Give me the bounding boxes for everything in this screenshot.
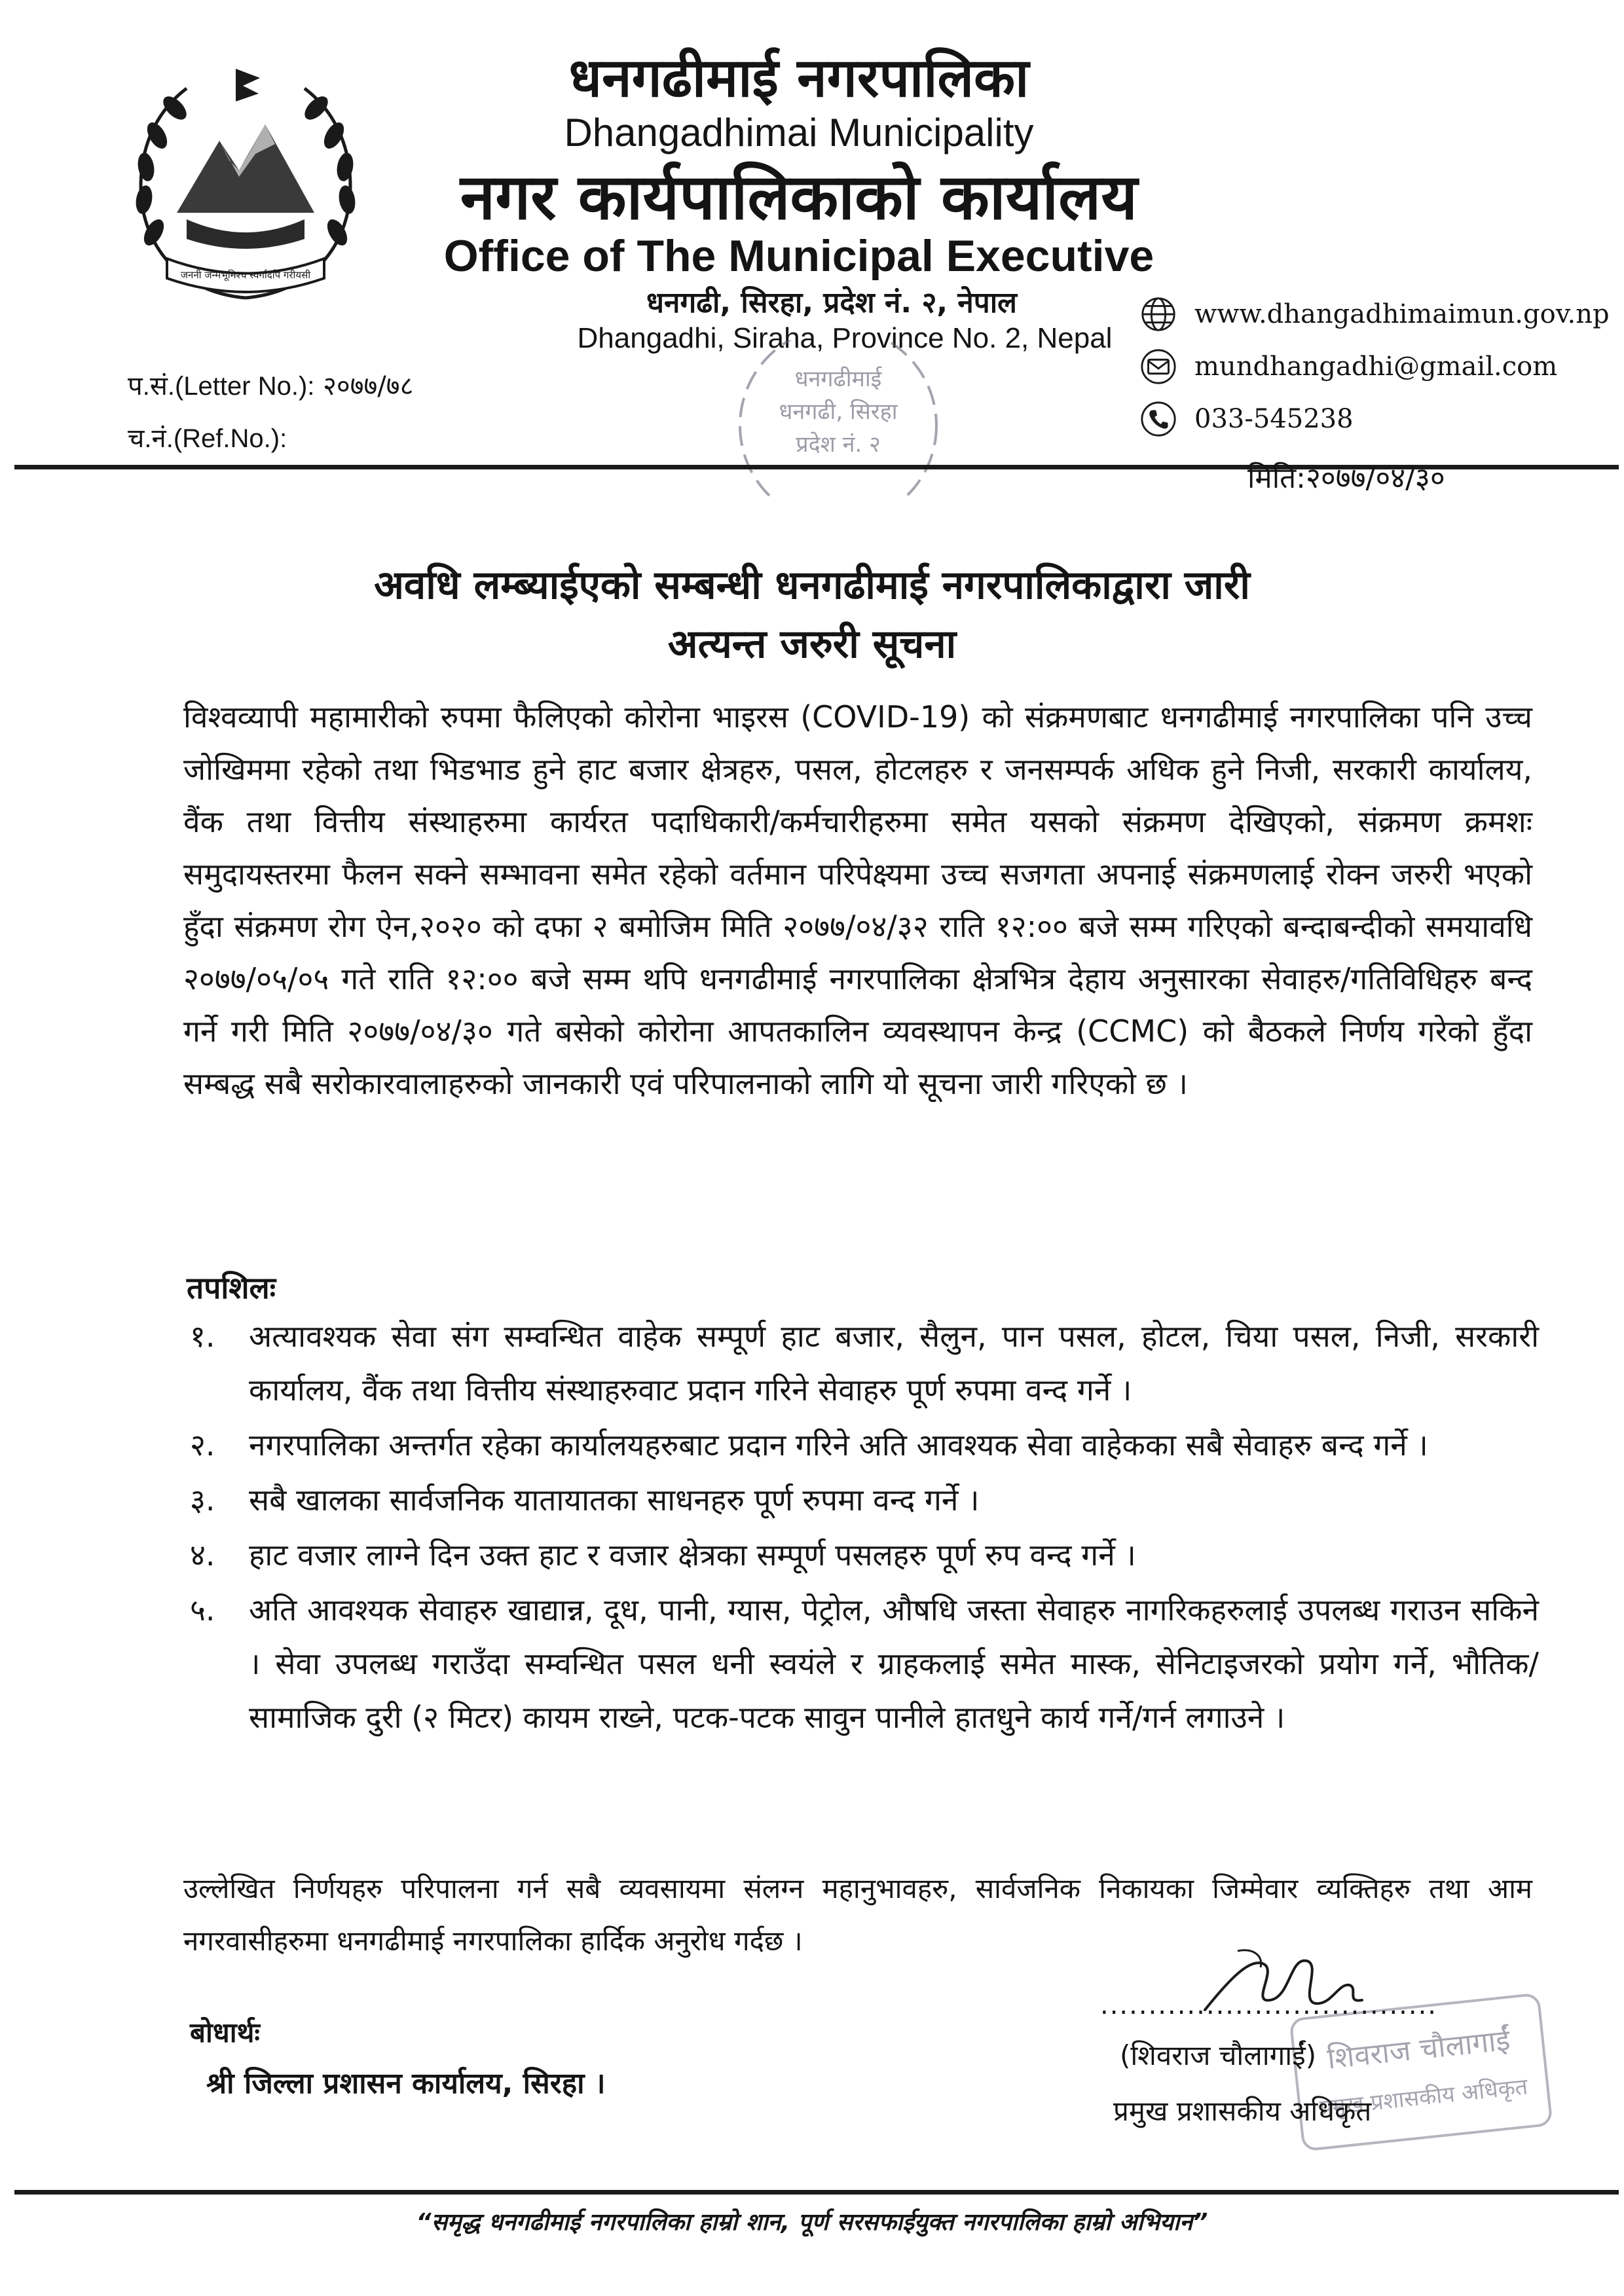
phone-text: 033-545238	[1194, 404, 1354, 434]
notice-title: अवधि लम्ब्याईएको सम्बन्धी धनगढीमाई नगरपालिकाद्वारा जारी	[374, 562, 1250, 608]
stamp-line-3: प्रदेश नं. २	[796, 431, 881, 458]
footer-slogan: “समृद्ध धनगढीमाई नगरपालिका हाम्रो शान, पूर्ण सरसफाईयुक्त नगरपालिका हाम्रो अभियान”	[416, 2209, 1208, 2236]
signature-line: ...................................	[1100, 1990, 1438, 2020]
address-ne: धनगढी, सिरहा, प्रदेश नं. २, नेपाल	[646, 286, 1018, 319]
signer-name: (शिवराज चौलागाईं)	[1120, 2039, 1317, 2071]
org-name-ne: धनगढीमाई नगरपालिका	[568, 47, 1029, 109]
cc-recipient: श्री जिल्ला प्रशासन कार्यालय, सिरहा ।	[206, 2067, 606, 2100]
emblem-motto: जननी जन्मभूमिश्च स्वर्गादपि गरीयसी	[180, 269, 311, 281]
office-name-en: Office of The Municipal Executive	[443, 231, 1154, 281]
contact-list	[1139, 288, 1610, 445]
org-name-en: Dhangadhimai Municipality	[564, 111, 1034, 155]
signer-title: प्रमुख प्रशासकीय अधिकृत	[1113, 2095, 1372, 2127]
office-stamp	[668, 340, 1008, 498]
globe-icon	[1139, 295, 1177, 333]
contact-website[interactable]	[1139, 288, 1610, 340]
letter-number-value: २०७७/७८	[323, 371, 414, 401]
footer-divider	[14, 2190, 1619, 2195]
list-item	[190, 1473, 1539, 1527]
list-item	[190, 1583, 1539, 1744]
list-item	[190, 1309, 1539, 1417]
list-item-number: ५.	[190, 1592, 215, 1628]
stamp-line-2: धनगढी, सिरहा	[779, 399, 898, 425]
letter-number-label: प.सं.(Letter No.):	[128, 372, 315, 401]
address-en: Dhangadhi, Siraha, Province No. 2, Nepal	[577, 322, 1113, 354]
list-item-text: नगरपालिका अन्तर्गत रहेका कार्यालयहरुबाट प्रदान गरिने अति आवश्यक सेवा वाहेकका सबै सेवाहरु बन्द गर्ने ।	[249, 1427, 1428, 1463]
contact-email[interactable]	[1139, 340, 1598, 393]
list-item-text: अत्यावश्यक सेवा संग सम्वन्धित वाहेक सम्पूर्ण हाट बजार, सैलुन, पान पसल, होटल, चिया पसल, निजी, सरकारी कार्यालय, वैंक तथा वित्तीय संस्थाहरुवाट प्रदान गरिने सेवाहरु पूर्ण रुपमा वन्द गर्ने ।	[249, 1319, 1539, 1408]
list-item-text: सबै खालका सार्वजनिक यातायातका साधनहरु पूर्ण रुपमा वन्द गर्ने ।	[249, 1482, 980, 1518]
email-text: mundhangadhi@gmail.com	[1194, 352, 1558, 382]
list-item-number: ४.	[190, 1537, 215, 1573]
list-item	[190, 1418, 1539, 1472]
list-item	[190, 1528, 1539, 1582]
notice-body: विश्वव्यापी महामारीको रुपमा फैलिएको कोरोना भाइरस (COVID-19) को संक्रमणबाट धनगढीमाई नगरपालिका पनि उच्च जोखिममा रहेको तथा भिडभाड हुने हाट बजार क्षेत्रहरु, पसल, होटलहरु र जनसम्पर्क अधिक हुने निजी, सरकारी कार्यालय, वैंक तथा वित्तीय संस्थाहरुमा कार्यरत पदाधिकारी/कर्मचारीहरुमा समेत यसको संक्रमण देखिएको, संक्रमण क्रमशः समुदायस्तरमा फैलन सक्ने सम्भावना समेत रहेको वर्तमान परिपेक्ष्यमा उच्च सजगता अपनाई संक्रमणलाई रोक्न जरुरी भएको हुँदा संक्रमण रोग ऐन,२०२० को दफा २ बमोजिम मिति २०७७/०४/३२ राति १२:०० बजे सम्म गरिएको बन्दाबन्दीको समयावधि २०७७/०५/०५ गते राति १२:०० बजे सम्म थपि धनगढीमाई नगरपालिका क्षेत्रभित्र देहाय अनुसारका सेवाहरु/गतिविधिहरु बन्द गर्ने गरी मिति २०७७/०४/३० गते बसेको कोरोना आपतकालिन व्यवस्थापन केन्द्र (CCMC) को बैठकले निर्णय गरेको हुँदा सम्बद्ध सबै सरोकारवालाहरुको जानकारी एवं परिपालनाको लागि यो सूचना जारी गरिएको छ ।	[183, 699, 1532, 1101]
list-item-text: अति आवश्यक सेवाहरु खाद्यान्न, दूध, पानी, ग्यास, पेट्रोल, औषधि जस्ता सेवाहरु नागरिकहरुलाई उपलब्ध गराउन सकिने । सेवा उपलब्ध गराउँदा सम्वन्धित पसल धनी स्वयंले र ग्राहकलाई समेत मास्क, सेनिटाइजरको प्रयोग गर्ने, भौतिक/सामाजिक दुरी (२ मिटर) कायम राख्ने, पटक-पटक सावुन पानीले हातधुने कार्य गर्ने/गर्न लगाउने ।	[249, 1592, 1539, 1735]
website-text: www.dhangadhimaimun.gov.np	[1194, 299, 1610, 329]
closing-request: उल्लेखित निर्णयहरु परिपालना गर्न सबै व्यवसायमा संलग्न महानुभावहरु, सार्वजनिक निकायका जिम्मेवार व्यक्तिहरु तथा आम नगरवासीहरुमा धनगढीमाई नगरपालिका हार्दिक अनुरोध गर्दछ ।	[183, 1872, 1532, 1957]
list-item-number: १.	[190, 1319, 215, 1354]
nepal-emblem-icon	[115, 62, 377, 318]
details-list	[190, 1309, 1539, 1745]
reference-number	[128, 419, 287, 455]
list-item-text: हाट वजार लाग्ने दिन उक्त हाट र वजार क्षेत्रका सम्पूर्ण पसलहरु पूर्ण रुप वन्द गर्ने ।	[249, 1537, 1136, 1573]
mail-icon	[1139, 348, 1177, 386]
list-item-number: २.	[190, 1427, 215, 1463]
phone-icon	[1139, 400, 1177, 438]
list-item-number: ३.	[190, 1482, 215, 1518]
signature-stamp-line-1: शिवराज चौलागाईं	[1325, 2023, 1512, 2076]
signature-stamp-line-2: प्रमुख प्रशासकीय अधिकृत	[1318, 2073, 1529, 2122]
issue-date: मिति:२०७७/०४/३०	[1247, 462, 1445, 495]
reference-number-label: च.नं.(Ref.No.):	[128, 424, 287, 453]
stamp-line-1: धनगढीमाई	[794, 366, 882, 392]
letter-number	[128, 367, 413, 403]
details-heading: तपशिलः	[187, 1270, 276, 1305]
office-name-ne: नगर कार्यपालिकाको कार्यालय	[460, 160, 1138, 234]
contact-phone[interactable]	[1139, 393, 1598, 445]
cc-label: बोधार्थः	[190, 2016, 260, 2049]
notice-subtitle: अत्यन्त जरुरी सूचना	[667, 621, 957, 667]
